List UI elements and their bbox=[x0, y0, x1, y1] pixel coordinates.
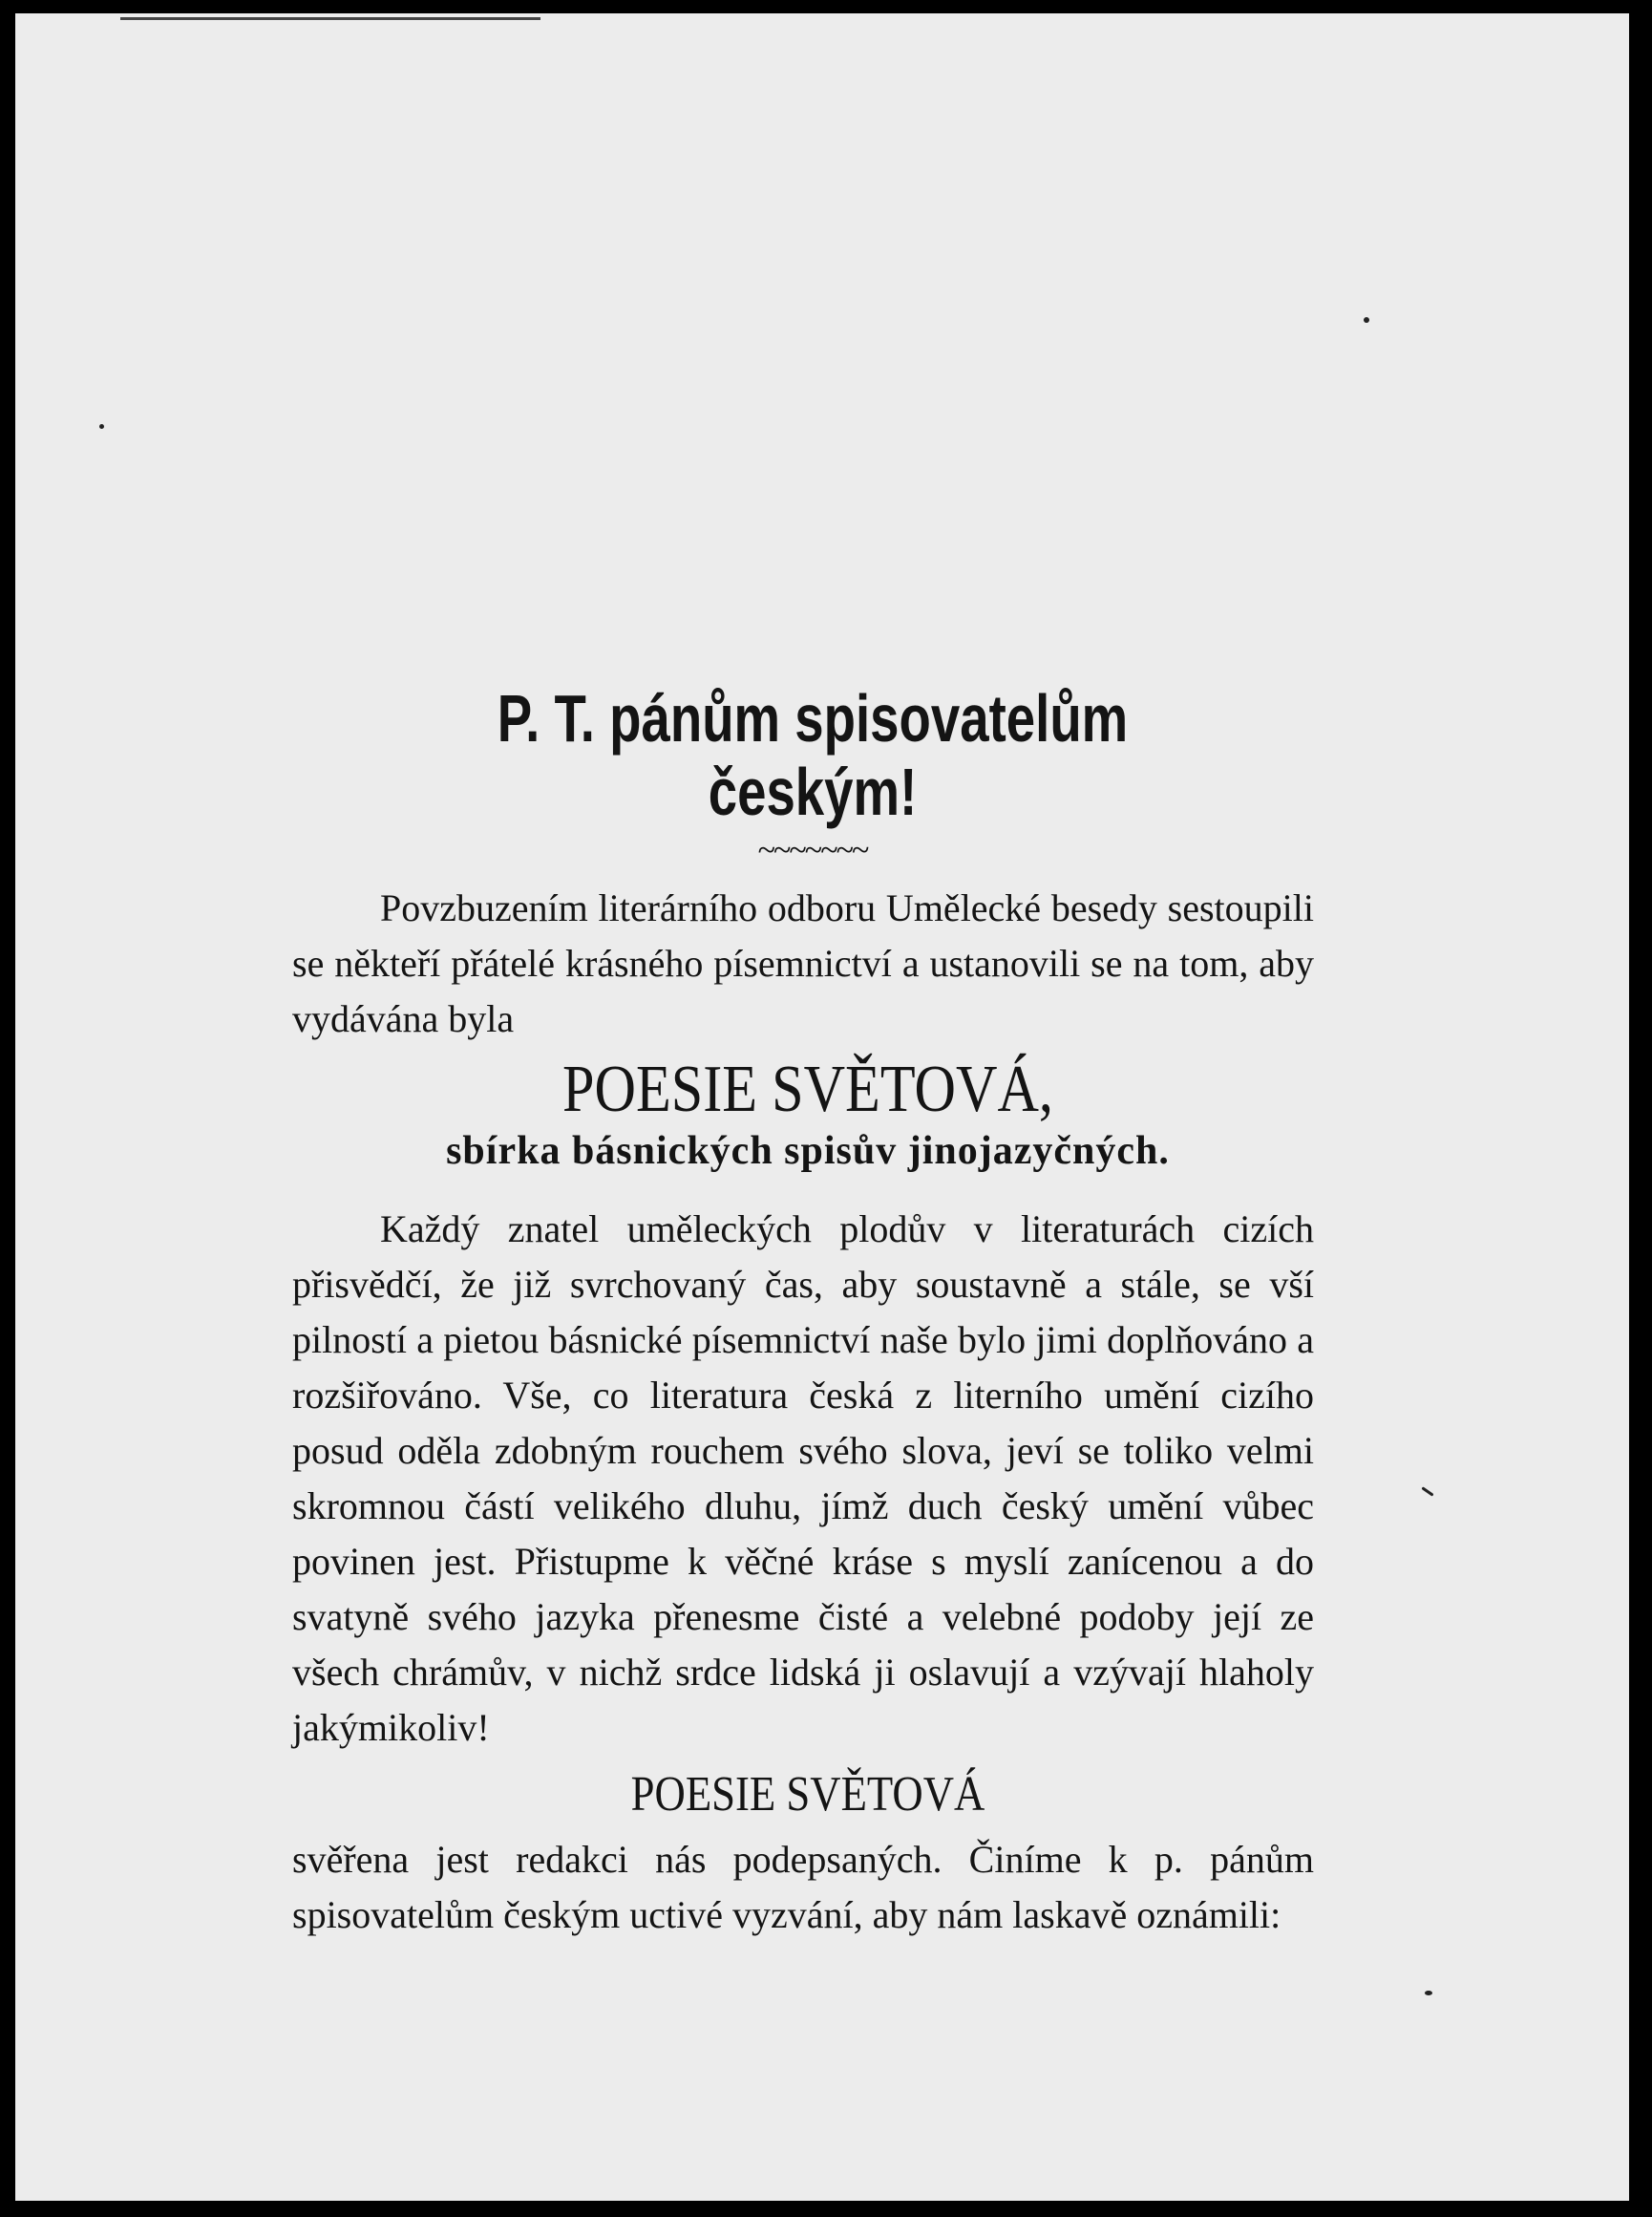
closing-paragraph: svěřena jest redakci nás podepsaných. Činíme k p. pánům spisovatelům českým uctivé vyzvání, aby nám laskavě oznámili: bbox=[292, 1838, 1314, 1936]
intro-paragraph: Povzbuzením literárního odboru Umělecké besedy sestoupili se někteří přátelé krásného písemnictví a ustanovili se na tom, aby vydávána byla bbox=[292, 886, 1314, 1040]
series-title: POESIE SVĚTOVÁ, bbox=[562, 1053, 1053, 1126]
ink-speck bbox=[1421, 1486, 1433, 1496]
scanned-page bbox=[15, 13, 1629, 2201]
ink-speck bbox=[1425, 1991, 1432, 1995]
ink-speck bbox=[1364, 317, 1369, 323]
document-content bbox=[292, 682, 1314, 1943]
series-subtitle: sbírka básnických spisův jinojazyčných. bbox=[446, 1129, 1170, 1173]
top-rule-line bbox=[120, 17, 540, 20]
wavy-ornament: ~~~~~~~ bbox=[757, 833, 868, 868]
ink-speck bbox=[99, 424, 104, 429]
series-title-repeat: POESIE SVĚTOVÁ bbox=[630, 1767, 985, 1822]
page-title: P. T. pánům spisovatelům českým! bbox=[497, 681, 1129, 829]
body-paragraph: Každý znatel uměleckých plodův v literaturách cizích přisvědčí, že již svrchovaný čas, aby soustavně a stále, se vší pilností a pietou básnické písemnictví naše bylo jimi doplňováno a rozšiřováno. Vše, co literatura česká z literního umění cizího posud oděla zdobným rouchem svého slova, jeví se toliko velmi skromnou částí velikého dluhu, jímž duch český umění vůbec povinen jest. Přistupme k věčné kráse s myslí zanícenou a do svatyně svého jazyka přenesme čisté a velebné podoby její ze všech chrámův, v nichž srdce lidská ji oslavují a vzývají hlaholy jakýmikoliv! bbox=[292, 1207, 1314, 1749]
